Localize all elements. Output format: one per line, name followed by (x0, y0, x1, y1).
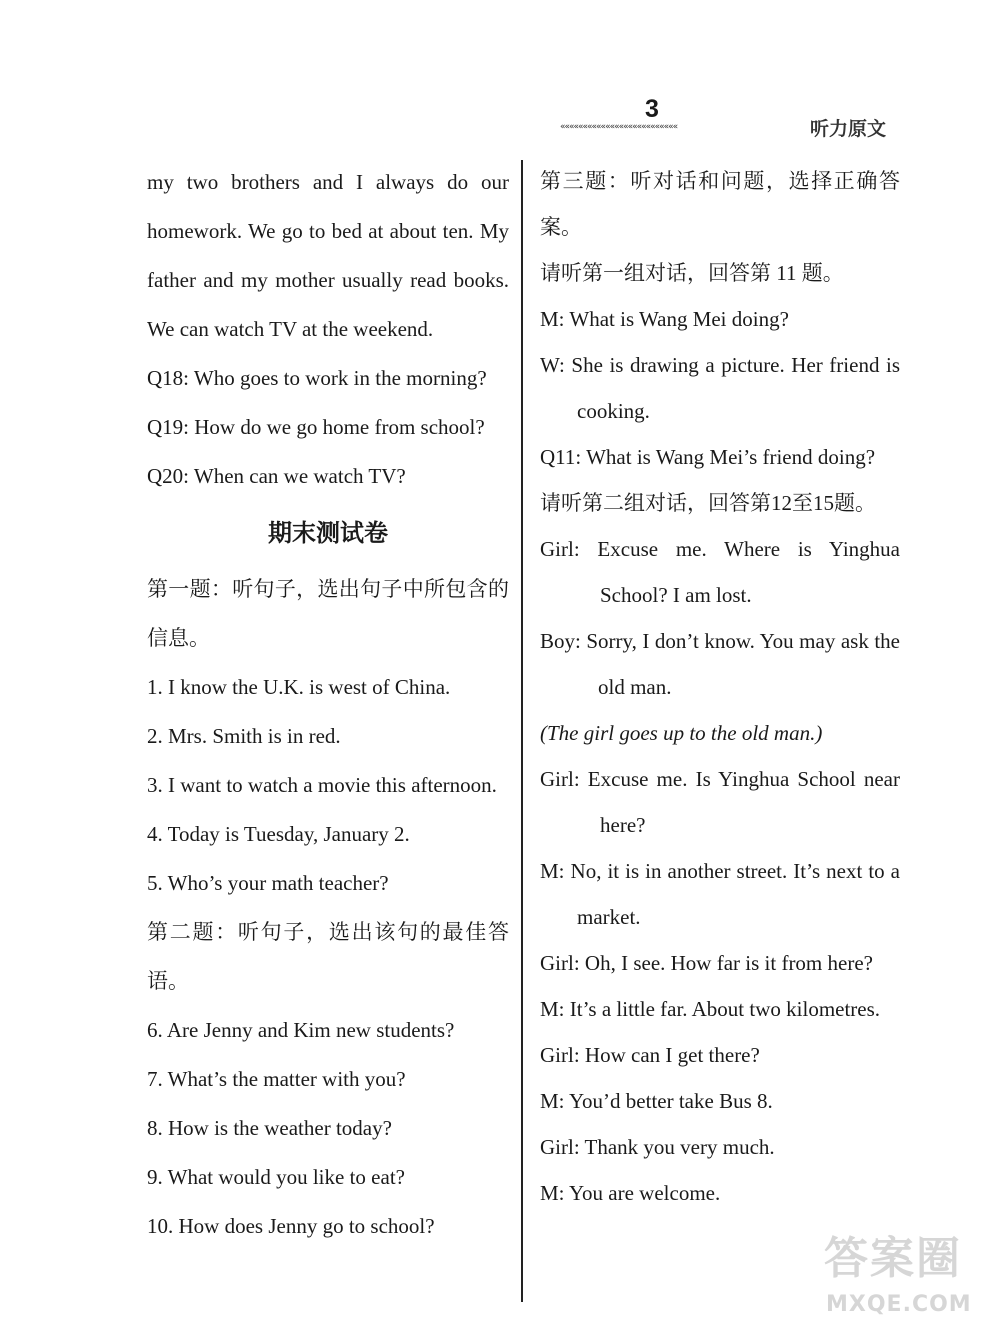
watermark-logo (820, 1222, 990, 1332)
dialogue-line: M: It’s a little far. About two kilometres. (540, 997, 881, 1021)
dialogue-line: W: She is drawing a picture. Her friend is cooking. (540, 353, 900, 423)
stage-direction: (The girl goes up to the old man.) (540, 721, 823, 745)
sentence-9: 9. What would you like to eat? (147, 1165, 405, 1189)
sentence-1: 1. I know the U.K. is west of China. (147, 675, 451, 699)
dialogue-two-instruction: 请听第二组对话，回答第12至15题。 (540, 491, 876, 515)
passage-text: my two brothers and I always do our homework. We go to bed at about ten. My father and my mother usually read books. We can watch TV at the weekend. (147, 170, 509, 341)
question-11: Q11: What is Wang Mei’s friend doing? (540, 445, 876, 469)
sentence-7: 7. What’s the matter with you? (147, 1067, 406, 1091)
column-divider (521, 160, 523, 1302)
dialogue-line: Girl: Excuse me. Is Yinghua School near here? (540, 767, 900, 837)
dialogue-line: M: You’d better take Bus 8. (540, 1089, 773, 1113)
dialogue-line: M: You are welcome. (540, 1181, 721, 1205)
dialogue-line: Girl: How can I get there? (540, 1043, 760, 1067)
right-column (540, 158, 900, 1216)
dialogue-line: Girl: Thank you very much. (540, 1135, 775, 1159)
sentence-2: 2. Mrs. Smith is in red. (147, 724, 341, 748)
exam-title: 期末测试卷 (268, 519, 388, 547)
section-header-title: 听力原文 (810, 118, 887, 140)
dialogue-line: Girl: Oh, I see. How far is it from here? (540, 951, 873, 975)
question-20: Q20: When can we watch TV? (147, 464, 406, 488)
sentence-6: 6. Are Jenny and Kim new students? (147, 1018, 455, 1042)
sentence-10: 10. How does Jenny go to school? (147, 1214, 435, 1238)
question-18: Q18: Who goes to work in the morning? (147, 366, 487, 390)
part-one-instruction: 第一题：听句子，选出句子中所包含的信息。 (147, 577, 509, 650)
sentence-4: 4. Today is Tuesday, January 2. (147, 822, 410, 846)
dialogue-line: M: No, it is in another street. It’s next to a market. (540, 859, 900, 929)
dialogue-line: M: What is Wang Mei doing? (540, 307, 789, 331)
sentence-5: 5. Who’s your math teacher? (147, 871, 389, 895)
dialogue-line: Boy: Sorry, I don’t know. You may ask the old man. (540, 629, 900, 699)
watermark-logo-text: 答案圈 (824, 1233, 962, 1284)
dialogue-one-instruction: 请听第一组对话，回答第 11 题。 (540, 261, 844, 285)
left-column (147, 158, 509, 1251)
sentence-8: 8. How is the weather today? (147, 1116, 392, 1140)
part-three-instruction: 第三题：听对话和问题，选择正确答案。 (540, 169, 900, 239)
dialogue-line: Girl: Excuse me. Where is Yinghua School? I am lost. (540, 537, 900, 607)
watermark-url: MXQE.COM (826, 1292, 972, 1317)
part-two-instruction: 第二题：听句子，选出该句的最佳答语。 (147, 920, 509, 993)
question-19: Q19: How do we go home from school? (147, 415, 485, 439)
sentence-3: 3. I want to watch a movie this afternoon. (147, 773, 497, 797)
header-decoration: «««««««««««««««««««««««««« (560, 122, 678, 132)
page-number: 3 (645, 95, 659, 123)
